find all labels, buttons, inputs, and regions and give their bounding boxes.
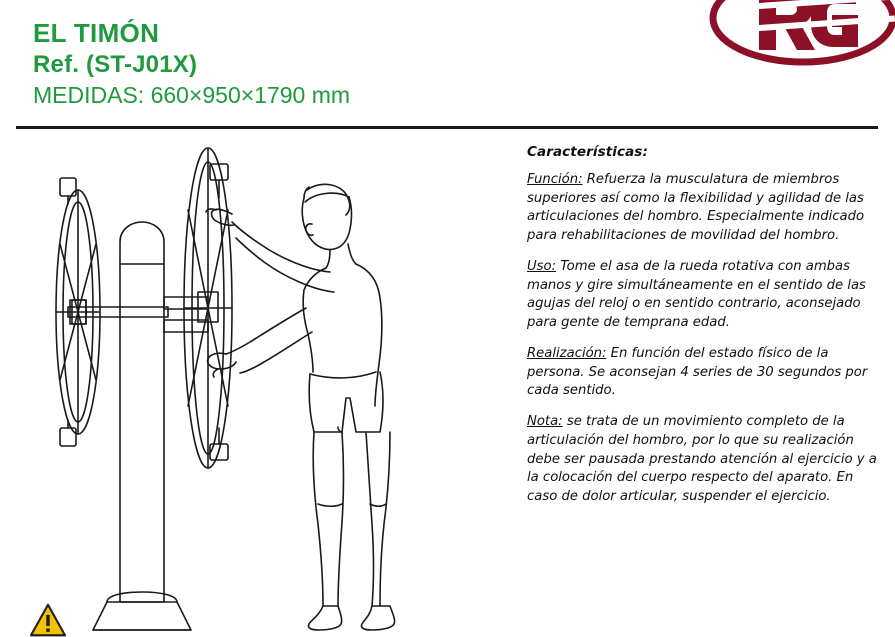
characteristic-uso-label: Uso:	[527, 258, 557, 274]
characteristic-nota-label: Nota:	[527, 414, 563, 430]
characteristic-funcion-text: Refuerza la musculatura de miembros superiores así como la flexibilidad y agilidad de las articulaciones del hombro. Especialmente indicado para rehabilitaciones de movilidad del hombro.	[527, 172, 865, 244]
characteristic-realizacion-label: Realización:	[527, 345, 607, 361]
characteristic-nota	[527, 413, 879, 507]
characteristics-heading: Características:	[527, 144, 648, 160]
document-content	[0, 132, 895, 635]
shoulder-wheel-drawing	[12, 132, 507, 635]
header-divider	[16, 126, 878, 129]
characteristic-funcion-label: Función:	[527, 172, 583, 187]
product-reference: Ref. (ST-J01X)	[33, 50, 198, 78]
document-header	[0, 0, 895, 122]
company-logo	[685, 0, 895, 74]
characteristic-uso	[527, 258, 879, 333]
characteristic-funcion	[527, 171, 879, 246]
product-figure	[12, 132, 507, 635]
characteristic-uso-text: Tome el asa de la rueda rotativa con ambas manos y gire simultáneamente en el sentido de las agujas del reloj o en sentido contrario, aconsejado para gente de temprana edad.	[527, 258, 866, 331]
characteristic-realizacion-text: En función del estado físico de la persona. Se aconsejan 4 series de 30 segundos por cada sentido.	[527, 345, 868, 399]
characteristics-pane	[527, 144, 879, 519]
warning-triangle	[26, 603, 70, 637]
characteristic-realizacion	[527, 345, 879, 401]
title-block	[33, 18, 350, 109]
characteristic-nota-text: se trata de un movimiento completo de la articulación del hombro, por lo que su realización debe ser pausada prestando atención al ejercicio y a la colocación del cuerpo respecto del aparato. En caso de dolor articular, suspender el ejercicio.	[527, 414, 877, 505]
product-dimensions: MEDIDAS: 660×950×1790 mm	[33, 81, 351, 108]
page-title: EL TIMÓN	[33, 18, 160, 48]
